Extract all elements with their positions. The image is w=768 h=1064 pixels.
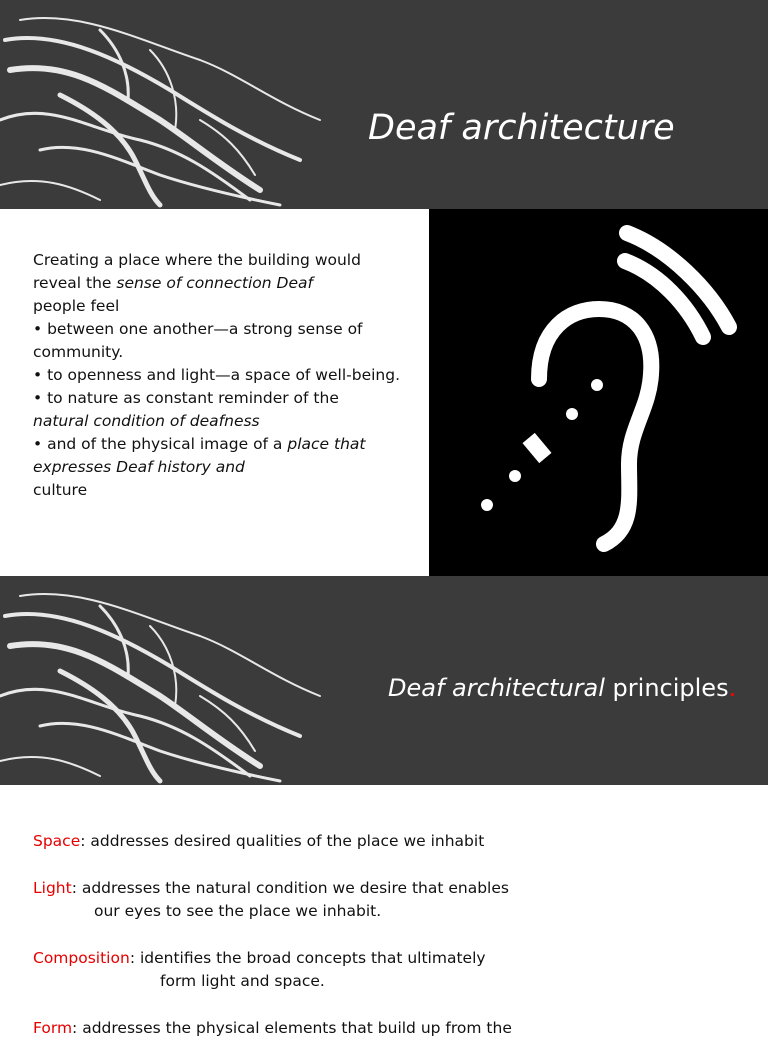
intro-line-text: • to nature as constant reminder of the (33, 389, 339, 407)
principle-term: Form (33, 1019, 73, 1037)
principles-slide-banner (0, 576, 768, 785)
intro-line-text: • to openness and light—a space of well-being. (33, 366, 400, 384)
intro-line (33, 410, 418, 433)
intro-line-text: community. (33, 343, 124, 361)
principle-continuation: our eyes to see the place we inhabit. (94, 902, 382, 920)
principle-text: : addresses the physical elements that build up from the (72, 1019, 512, 1037)
intro-paragraph (33, 249, 418, 502)
intro-text-panel (0, 209, 429, 576)
principle-text: : identifies the broad concepts that ultimately (129, 949, 486, 967)
intro-line-italic: natural condition of deafness (33, 412, 260, 430)
principle-term: Composition (33, 949, 130, 967)
intro-line-italic: place that (287, 435, 366, 453)
principles-list (33, 830, 753, 1064)
principle-term: Space (33, 832, 81, 850)
intro-line (33, 479, 418, 502)
intro-line (33, 249, 418, 272)
intro-line-italic: expresses Deaf history and (33, 458, 245, 476)
intro-line-text: culture (33, 481, 88, 499)
intro-line-text: reveal the (33, 274, 117, 292)
intro-line (33, 272, 418, 295)
principle-item (33, 877, 753, 923)
intro-line (33, 341, 418, 364)
intro-line (33, 295, 418, 318)
principle-text: : addresses desired qualities of the place we inhabit (80, 832, 485, 850)
intro-line-text: Creating a place where the building would (33, 251, 361, 269)
intro-line-italic: sense of connection Deaf (116, 274, 313, 292)
intro-line-text: people feel (33, 297, 120, 315)
intro-line (33, 456, 418, 479)
principle-item (33, 830, 753, 853)
intro-line-text: • between one another—a strong sense of (33, 320, 363, 338)
title-italic-part: Deaf architectural (388, 674, 605, 702)
intro-line (33, 364, 418, 387)
marble-texture-art (0, 0, 340, 209)
ear-icon-panel (429, 209, 768, 576)
principle-item (33, 1017, 753, 1040)
intro-line (33, 318, 418, 341)
slide-title (388, 674, 736, 702)
title-rest: principles (604, 674, 729, 702)
intro-line (33, 433, 418, 456)
title-slide-banner (0, 0, 768, 209)
principle-item (33, 947, 753, 993)
intro-line-text: • and of the physical image of a (33, 435, 288, 453)
principle-text: : addresses the natural condition we desire that enables (71, 879, 509, 897)
intro-line (33, 387, 418, 410)
assistive-listening-ear-icon (429, 209, 768, 576)
slide-title: Deaf architecture (368, 108, 675, 148)
title-period: . (728, 674, 737, 702)
marble-texture-art (0, 576, 340, 785)
principle-continuation: form light and space. (160, 972, 325, 990)
principle-term: Light (33, 879, 72, 897)
